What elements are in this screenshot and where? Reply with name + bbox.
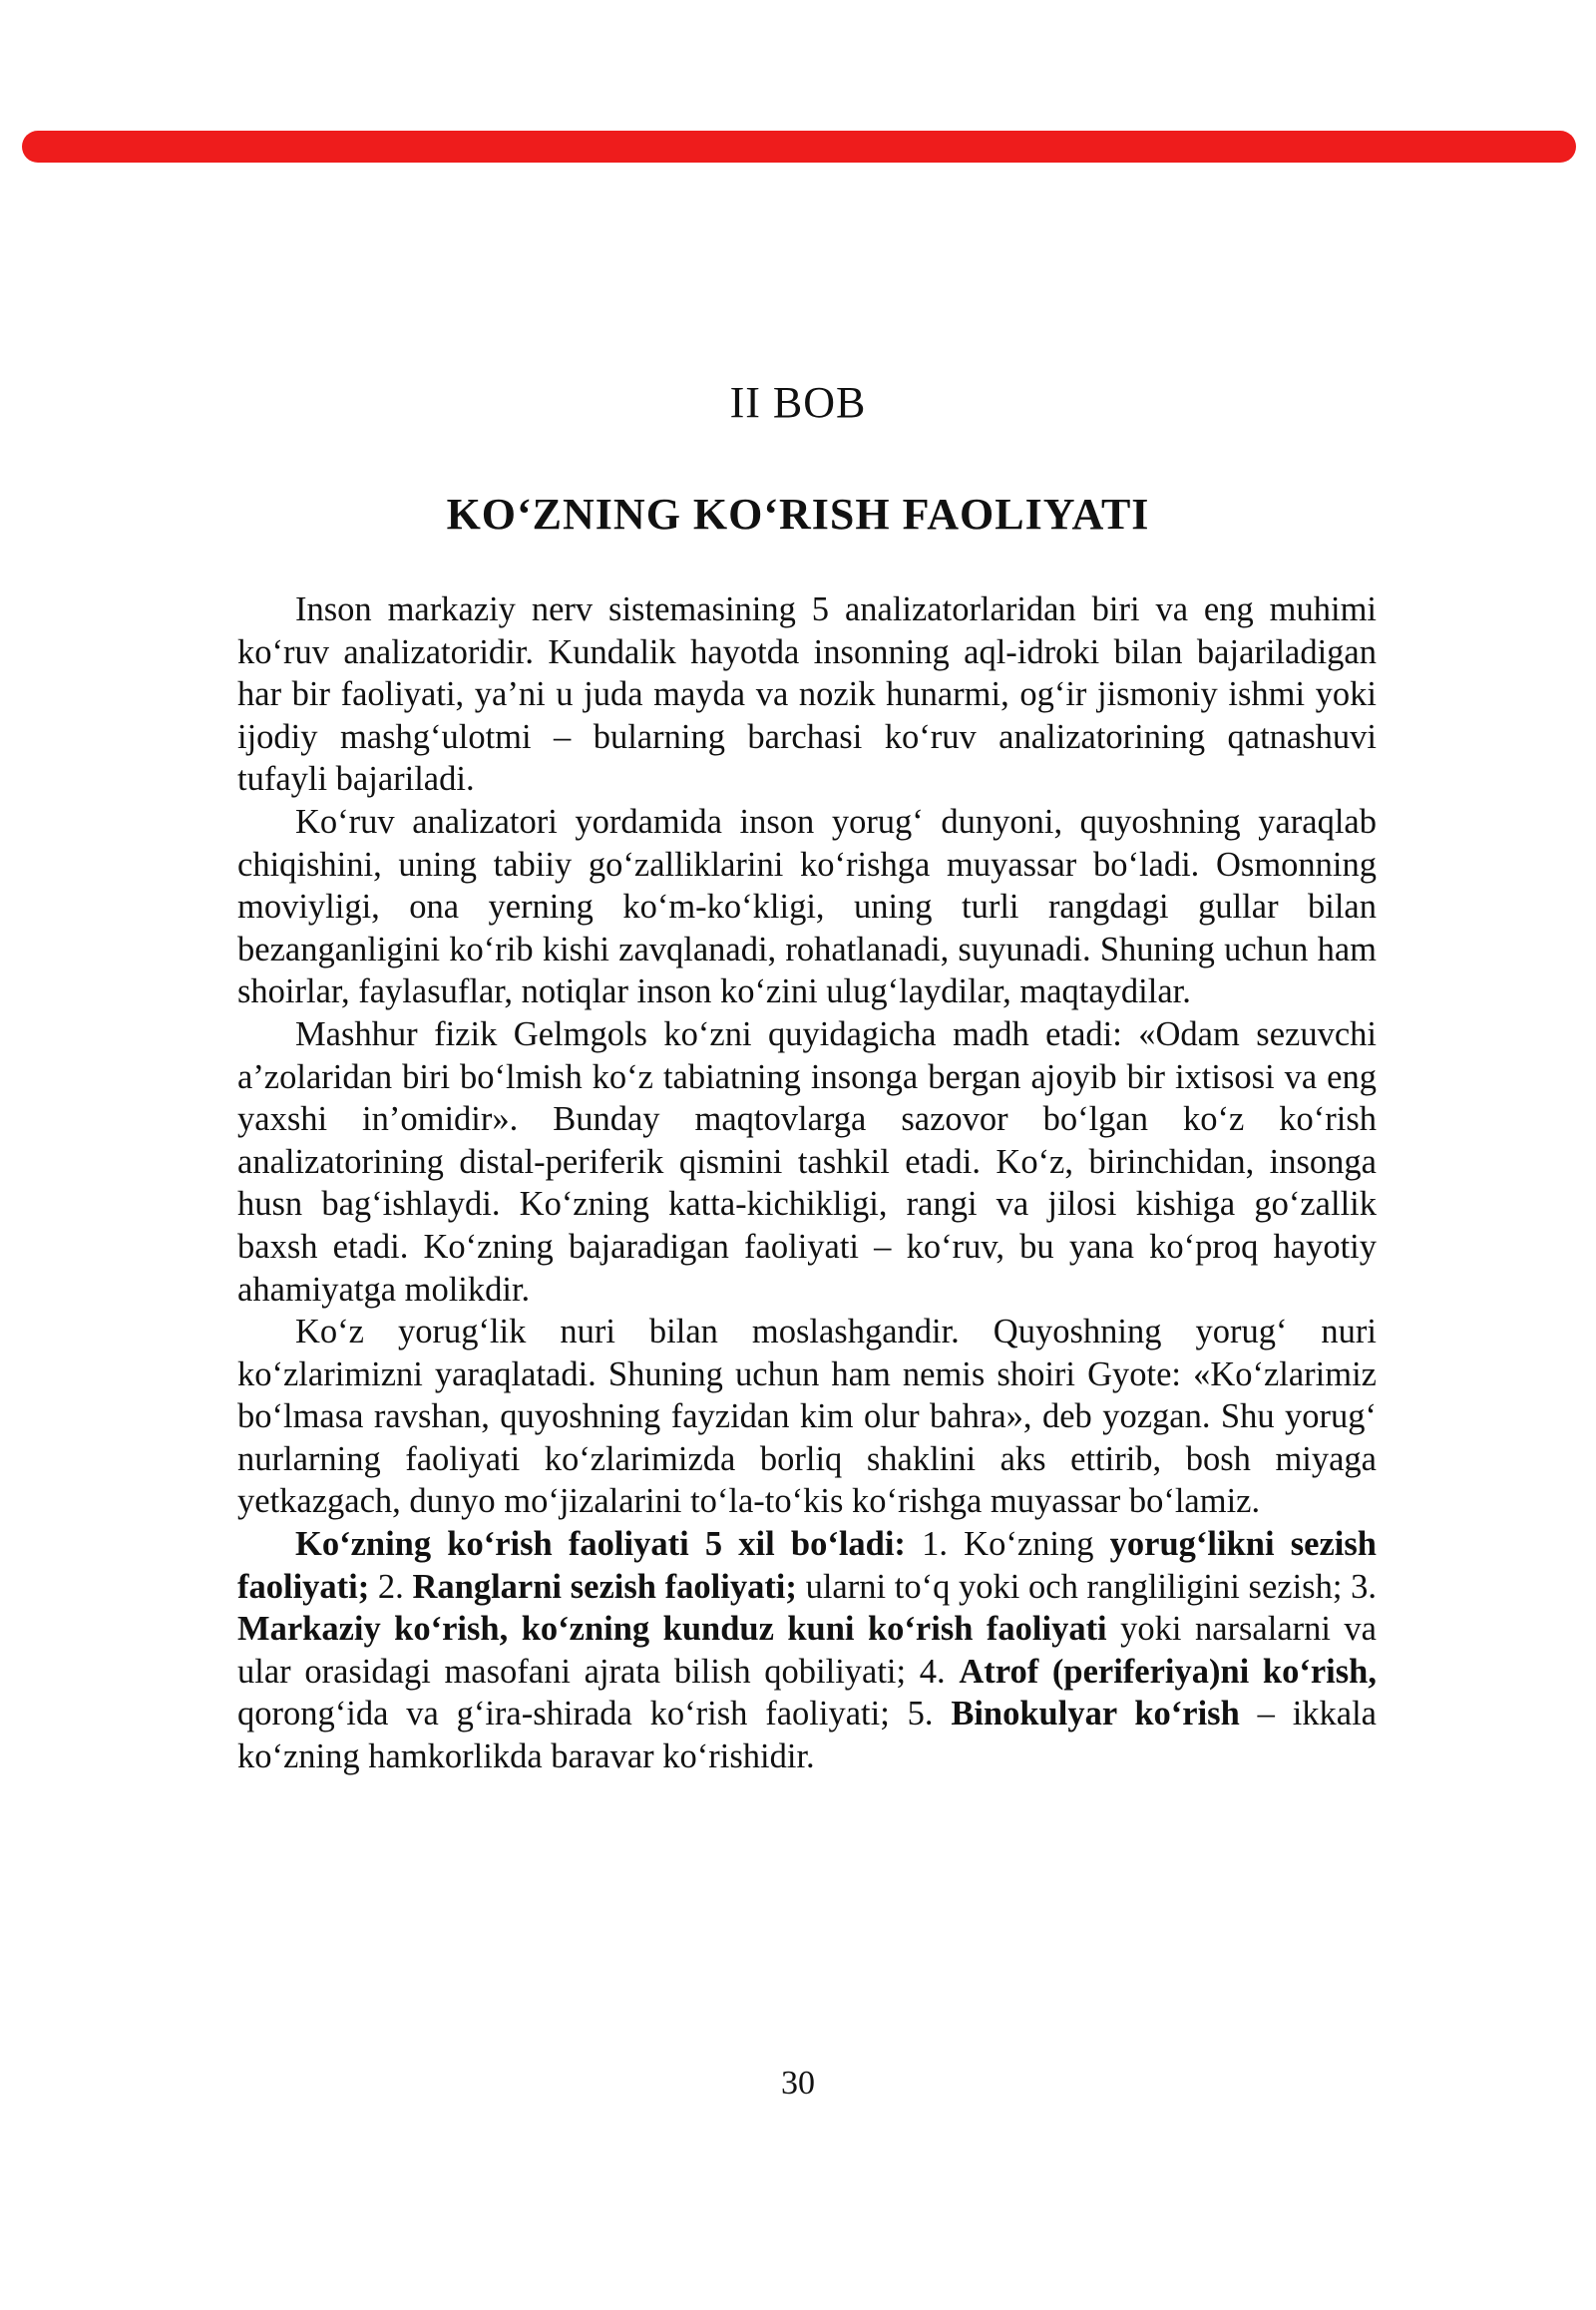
paragraph-1: Inson markaziy nerv sistemasining 5 analizatorlaridan biri va eng muhimi ko‘ruv analizatoridir. Kundalik hayotda insonning aql-idroki bilan bajariladigan har bir faoliyati, ya’ni u juda mayda va nozik hunarmi, og‘ir jismoniy ishmi yoki ijodiy mashg‘ulotmi – bularning barchasi ko‘ruv analizatorining qatnashuvi tufayli bajariladi. xyxy=(237,590,1377,799)
paragraph-4: Ko‘z yorug‘lik nuri bilan moslashgandir. Quyoshning yorug‘ nuri ko‘zlarimizni yaraqlatadi. Shuning uchun ham nemis shoiri Gyote: «Ko‘zlarimiz bo‘lmasa ravshan, quyoshning fayzidan kim olur bahra», deb yozgan. Shu yorug‘ nurlarning faoliyati ko‘zlarimizda borliq shaklini aks ettirib, bosh miyaga yetkazgach, dunyo mo‘jizalarini to‘la-to‘kis ko‘rishga muyassar bo‘lamiz. xyxy=(237,1313,1377,1521)
body-text xyxy=(237,588,1377,1778)
paragraph-2: Ko‘ruv analizatori yordamida inson yorug‘ dunyoni, quyoshning yaraqlab chiqishini, uning tabiiy go‘zalliklarini ko‘rishga muyassar bo‘ladi. Osmonning moviyligi, ona yerning ko‘m-ko‘kligi, uning turli rangdagi gullar bilan bezanganligini ko‘rib kishi zavqlanadi, rohatlanadi, suyunadi. Shuning uchun ham shoirlar, faylasuflar, notiqlar inson ko‘zini ulug‘laydilar, maqtaydilar. xyxy=(237,802,1377,1011)
bold-span-color-sense: Ranglarni sezish faoliyati; xyxy=(412,1567,797,1606)
chapter-label: II BOB xyxy=(729,378,867,427)
page-number: 30 xyxy=(781,2065,815,2102)
text-span: 1. Ko‘zning xyxy=(905,1525,1110,1564)
text-span: yoki narsalarni va ular orasidagi masofani ajrata bilish qobiliyati; 4. xyxy=(237,1610,1377,1691)
text-span: ularni to‘q yoki och rangliligini sezish; 3. xyxy=(796,1567,1378,1606)
bold-span-binocular-vision: Binokulyar ko‘rish xyxy=(951,1695,1240,1733)
text-span: 2. xyxy=(369,1567,413,1606)
text-span: – ikkala ko‘zning hamkorlikda baravar ko‘rishidir. xyxy=(237,1695,1377,1776)
bold-span-peripheral-vision: Atrof (periferiya)ni ko‘rish, xyxy=(959,1652,1377,1691)
paragraph-5 xyxy=(237,1523,1377,1778)
bold-span-light-sense: yorug‘likni sezish faoliyati; xyxy=(237,1525,1377,1606)
bold-span-vision-types: Ko‘zning ko‘rish faoliyati 5 xil bo‘ladi: xyxy=(295,1525,906,1564)
red-header-bar xyxy=(22,131,1576,163)
text-span: qorong‘ida va g‘ira-shirada ko‘rish faoliyati; 5. xyxy=(237,1695,952,1733)
bold-span-central-vision: Markaziy ko‘rish, ko‘zning kunduz kuni ko‘rish faoliyati xyxy=(237,1610,1107,1649)
chapter-title: KO‘ZNING KO‘RISH FAOLIYATI xyxy=(446,490,1150,539)
paragraph-3: Mashhur fizik Gelmgols ko‘zni quyidagicha madh etadi: «Odam sezuvchi a’zolaridan biri bo‘lmish ko‘z tabiatning insonga bergan ajoyib bir ixtisosi va eng yaxshi in’omidir». Bunday maqtovlarga sazovor bo‘lgan ko‘z ko‘rish analizatorining distal-periferik qismini tashkil etadi. Ko‘z, birinchidan, insonga husn bag‘ishlaydi. Ko‘zning katta-kichikligi, rangi va jilosi kishiga go‘zallik baxsh etadi. Ko‘zning bajaradigan faoliyati – ko‘ruv, bu yana ko‘proq hayotiy ahamiyatga molikdir. xyxy=(237,1014,1377,1309)
